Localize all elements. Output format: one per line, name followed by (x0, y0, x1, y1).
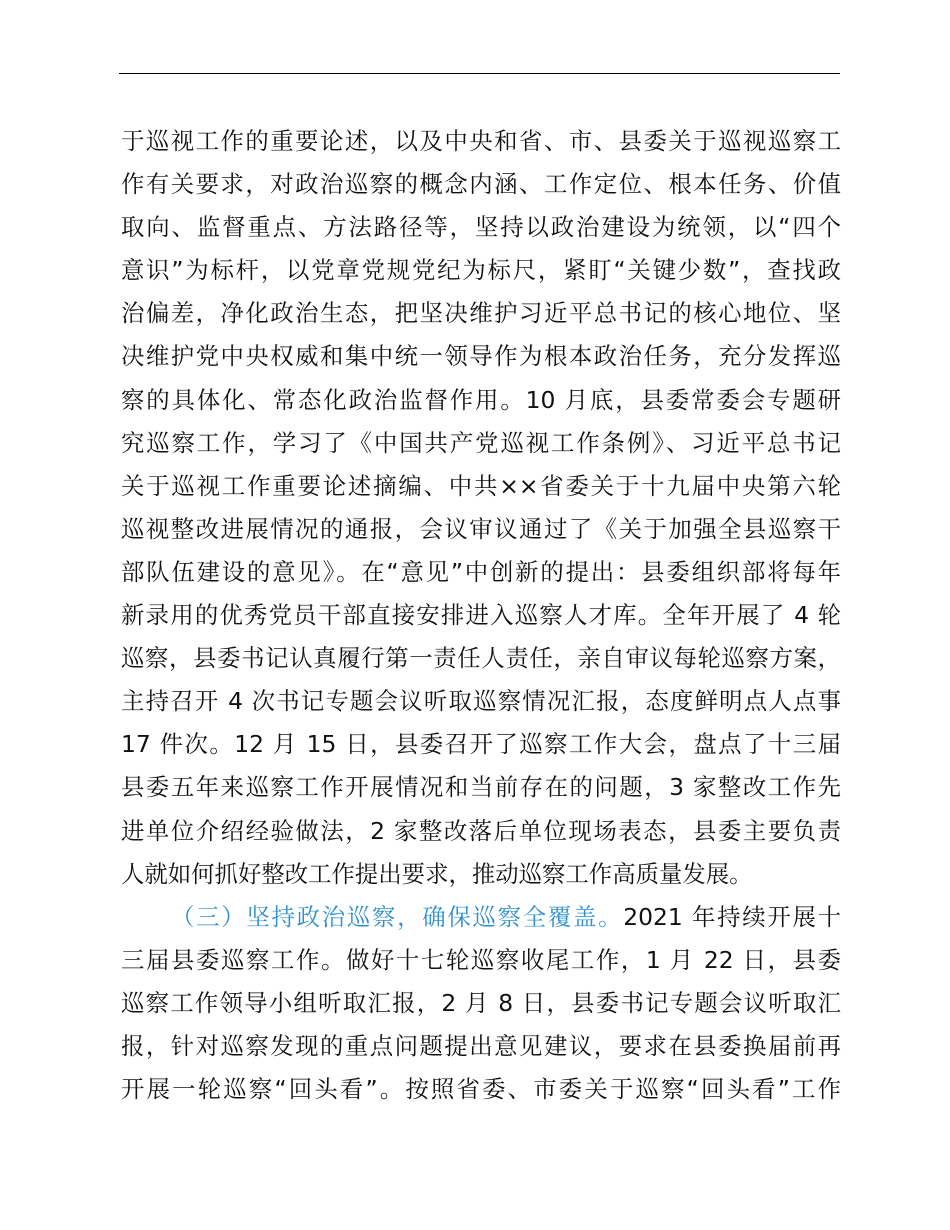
text-line: 巡察，县委书记认真履行第一责任人责任，亲自审议每轮巡察方案， (121, 644, 841, 673)
heading-line-text: 2021 年持续开展十 (623, 902, 841, 931)
text-line: 于巡视工作的重要论述，以及中央和省、市、县委关于巡视巡察工 (121, 127, 841, 155)
text-line: 作有关要求，对政治巡察的概念内涵、工作定位、根本任务、价值 (121, 170, 841, 199)
text-line: 治偏差，净化政治生态，把坚决维护习近平总书记的核心地位、坚 (121, 299, 841, 328)
text-line: 进单位介绍经验做法，2 家整改落后单位现场表态，县委主要负责 (121, 816, 841, 845)
text-line: 主持召开 4 次书记专题会议听取巡察情况汇报，态度鲜明点人点事 (121, 687, 841, 716)
text-line (121, 896, 841, 939)
text-line: 县委五年来巡察工作开展情况和当前存在的问题，3 家整改工作先 (121, 773, 841, 802)
text-line: 人就如何抓好整改工作提出要求，推动巡察工作高质量发展。 (121, 859, 753, 888)
text-line: 巡察工作领导小组听取汇报，2 月 8 日，县委书记专题会议听取汇 (121, 988, 841, 1017)
text-line: 新录用的优秀党员干部直接安排进入巡察人才库。全年开展了 4 轮 (121, 601, 841, 630)
text-line: 报，针对巡察发现的重点问题提出意见建议，要求在县委换届前再 (121, 1031, 841, 1060)
text-line: 巡视整改进展情况的通报，会议审议通过了《关于加强全县巡察干 (121, 514, 841, 543)
paragraph-2 (121, 896, 841, 1111)
document-body (121, 120, 841, 1111)
paragraph-1 (121, 120, 841, 896)
text-line: 察的具体化、常态化政治监督作用。10 月底，县委常委会专题研 (121, 385, 841, 414)
text-line: 取向、监督重点、方法路径等，坚持以政治建设为统领，以“四个 (121, 213, 841, 242)
text-line: 意识”为标杆，以党章党规党纪为标尺，紧盯“关键少数”，查找政 (121, 256, 841, 285)
text-line: 17 件次。12 月 15 日，县委召开了巡察工作大会，盘点了十三届 (121, 730, 841, 759)
text-line: 三届县委巡察工作。做好十七轮巡察收尾工作，1 月 22 日，县委 (121, 945, 841, 974)
text-line: 部队伍建设的意见》。在“意见”中创新的提出：县委组织部将每年 (121, 557, 841, 586)
text-line: 决维护党中央权威和集中统一领导作为根本政治任务，充分发挥巡 (121, 342, 841, 371)
header-rule (119, 73, 840, 74)
text-line: 开展一轮巡察“回头看”。按照省委、市委关于巡察“回头看”工作 (121, 1075, 841, 1104)
text-line: 关于巡视工作重要论述摘编、中共××省委关于十九届中央第六轮 (121, 471, 841, 500)
text-line: 究巡察工作，学习了《中国共产党巡视工作条例》、习近平总书记 (121, 428, 841, 457)
section-heading: （三）坚持政治巡察，确保巡察全覆盖。 (171, 902, 624, 931)
